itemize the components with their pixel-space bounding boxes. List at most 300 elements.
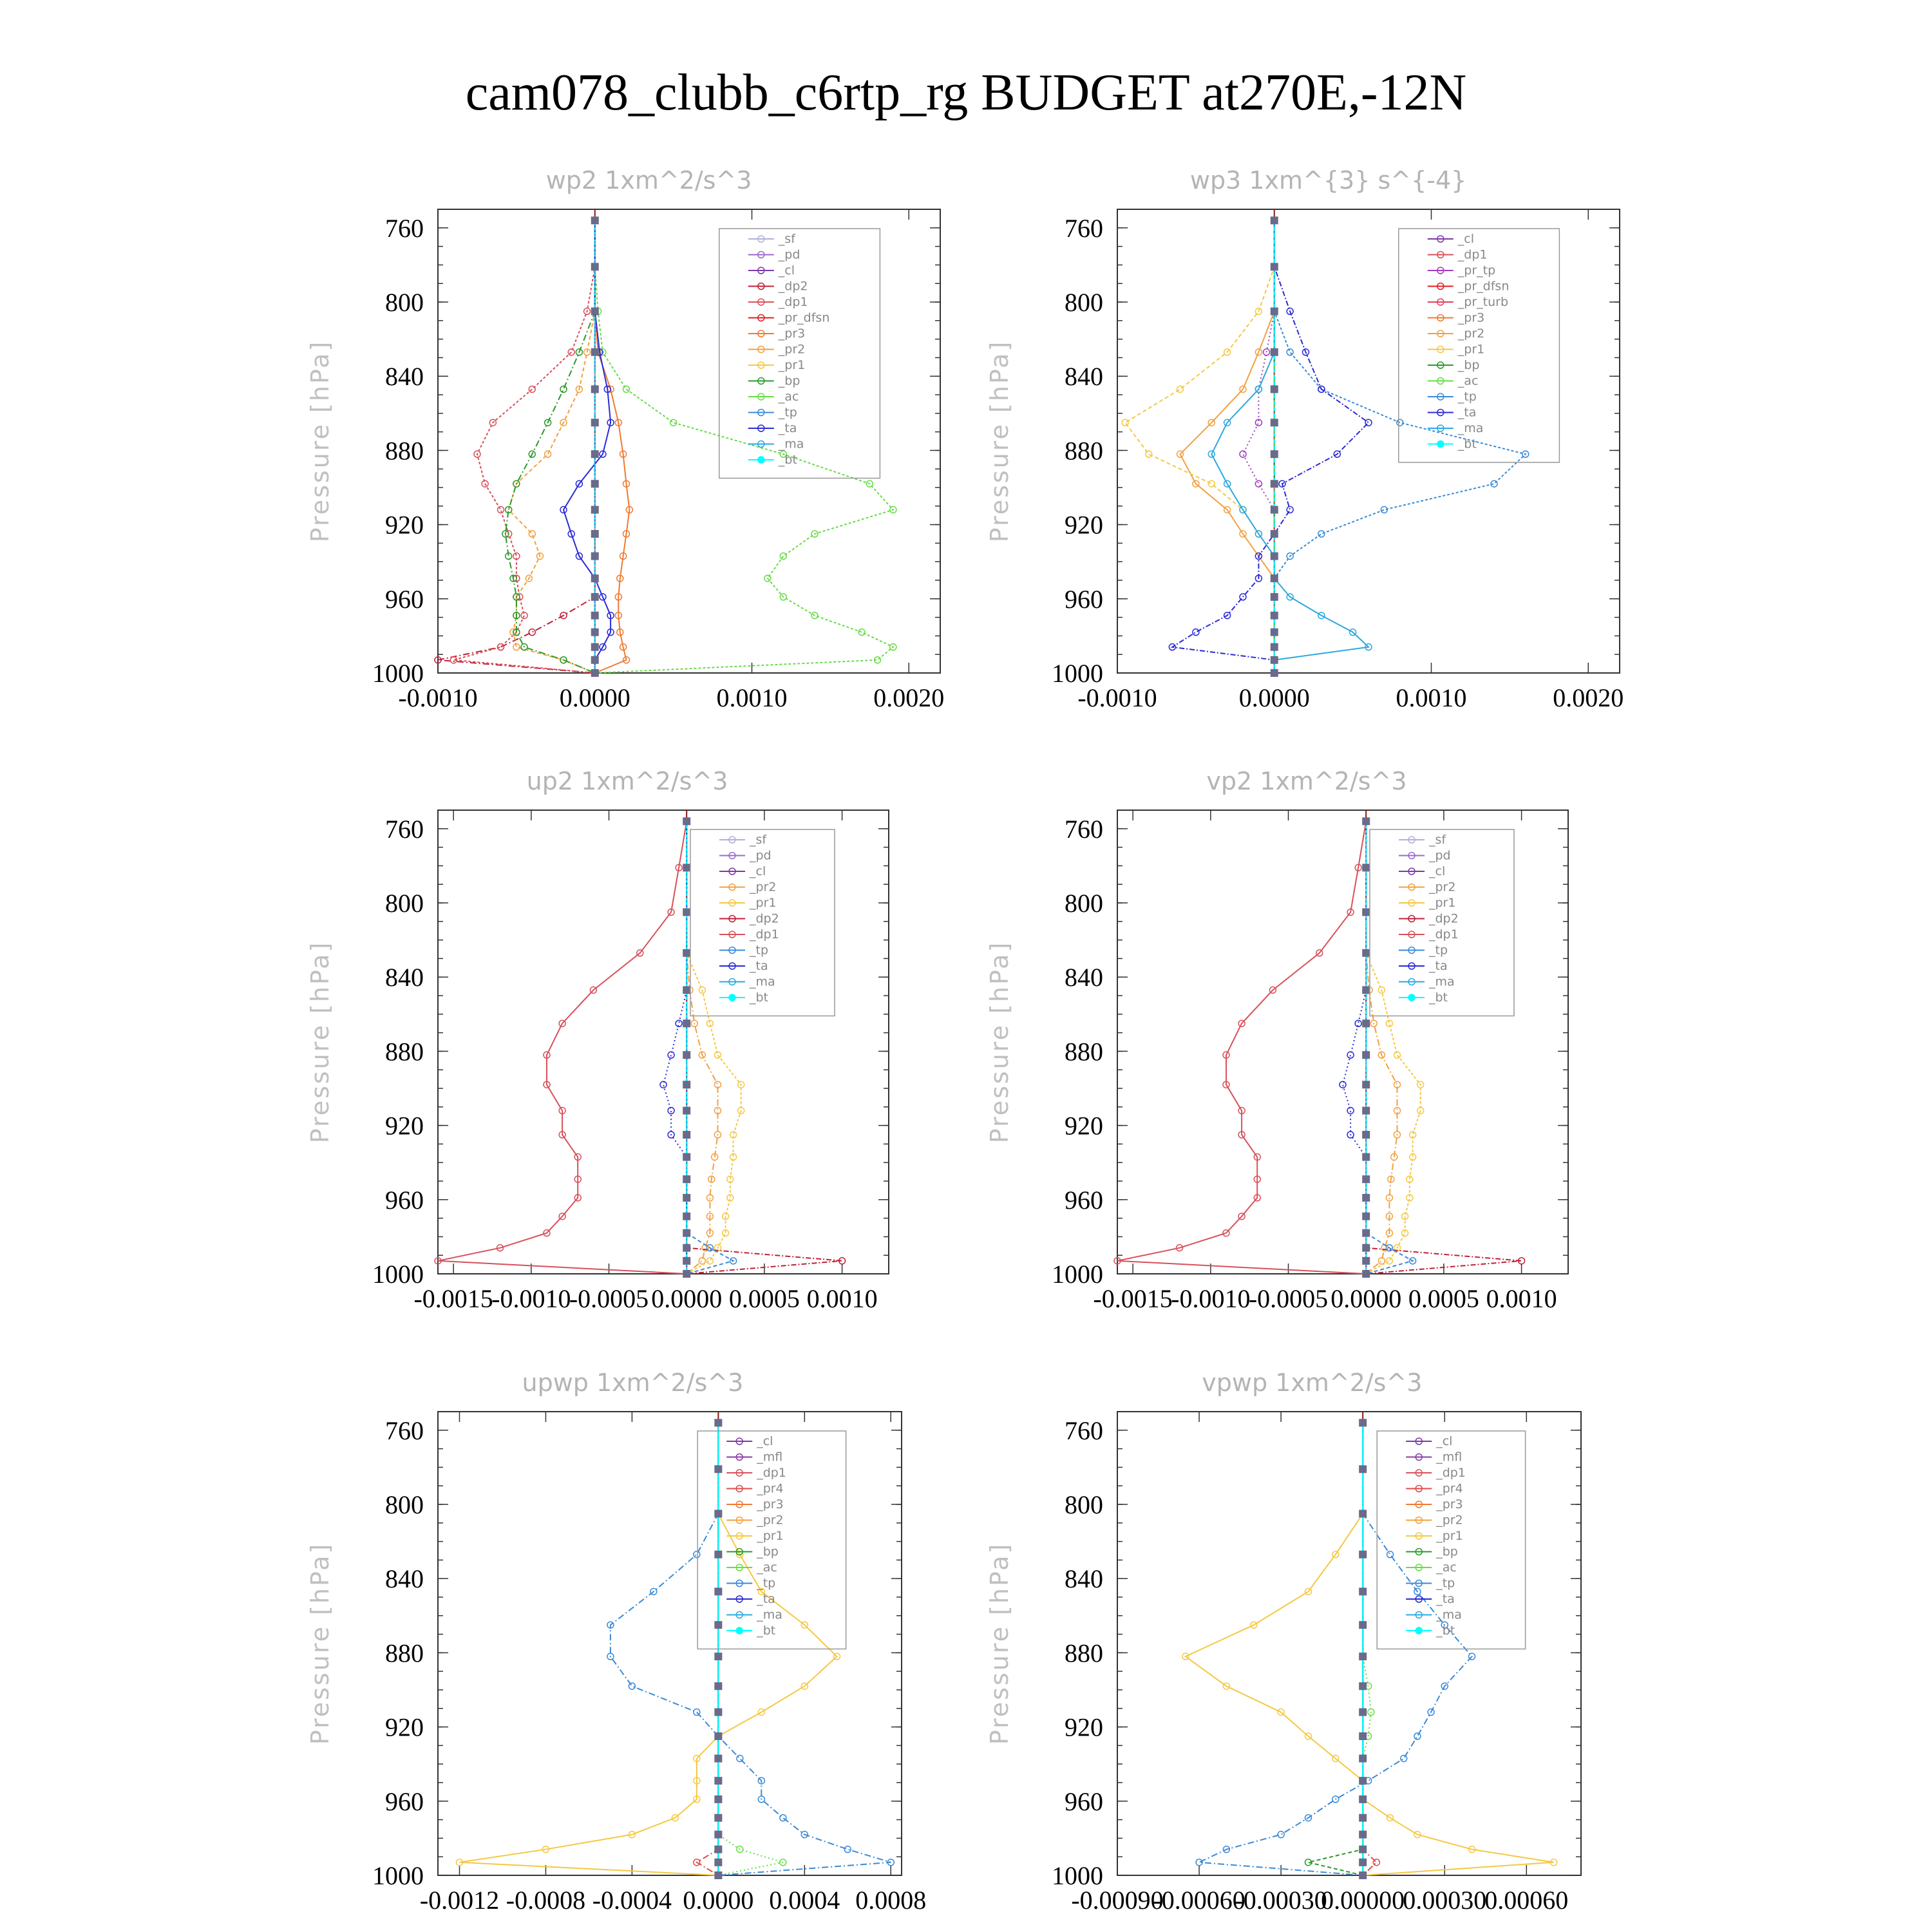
bt-marker xyxy=(683,864,690,871)
bt-marker xyxy=(1271,574,1278,582)
legend-label: _bt xyxy=(750,990,769,1005)
bt-marker xyxy=(591,629,599,636)
legend-label: _pr_tp xyxy=(1457,263,1496,278)
legend-label: _bp xyxy=(757,1544,779,1559)
legend-label: _pr1 xyxy=(1436,1529,1463,1543)
series-line-dp1 xyxy=(1117,821,1366,1274)
y-axis-label: Pressure [hPa] xyxy=(306,940,334,1144)
series-line-pr2 xyxy=(687,821,717,1274)
bt-marker xyxy=(1359,1814,1367,1822)
legend-label: _pr_dfsn xyxy=(1457,279,1510,294)
y-tick-label: 960 xyxy=(1065,584,1103,614)
legend-label: _dp1 xyxy=(757,1466,786,1480)
legend-label: _pr2 xyxy=(1429,880,1456,895)
bt-marker xyxy=(1271,669,1278,677)
bt-marker xyxy=(714,1831,722,1839)
y-tick-label: 920 xyxy=(385,1111,424,1141)
y-tick-label: 840 xyxy=(1065,362,1103,392)
bt-marker xyxy=(714,1755,722,1763)
bt-marker xyxy=(714,1709,722,1716)
data-point-bp xyxy=(560,386,567,392)
legend-label: _pr2 xyxy=(757,1513,784,1528)
data-point-ac xyxy=(780,553,786,560)
y-axis-label: Pressure [hPa] xyxy=(985,339,1014,543)
bt-marker xyxy=(1362,908,1370,916)
legend-label: _ma xyxy=(1436,1607,1462,1622)
legend-label: _pd xyxy=(778,247,800,262)
y-tick-label: 960 xyxy=(1065,1185,1103,1215)
panel-0 xyxy=(306,166,944,712)
bt-marker xyxy=(1359,1551,1367,1558)
bt-marker xyxy=(591,669,599,677)
y-tick-label: 1000 xyxy=(1052,659,1103,688)
y-tick-label: 880 xyxy=(1065,1037,1103,1066)
bt-marker xyxy=(1362,949,1370,957)
x-tick-label: -0.0005 xyxy=(569,1284,649,1313)
y-tick-label: 760 xyxy=(385,1416,424,1445)
legend-label: _pd xyxy=(750,848,772,863)
y-tick-label: 760 xyxy=(385,213,424,243)
data-point-pr2 xyxy=(545,451,551,457)
data-point-tp xyxy=(1318,531,1325,537)
panel-4 xyxy=(306,1368,926,1915)
x-tick-label: 0.0000 xyxy=(1331,1284,1402,1313)
bt-marker xyxy=(683,1175,690,1183)
legend-label: _ma xyxy=(778,437,804,451)
legend-label: _cl xyxy=(1457,232,1475,246)
bt-marker xyxy=(1359,1465,1367,1473)
series-line-pr1 xyxy=(687,821,741,1274)
legend-label: _pr1 xyxy=(1457,342,1485,357)
bt-marker xyxy=(714,1465,722,1473)
legend-label: _pr3 xyxy=(1436,1497,1463,1511)
bt-marker xyxy=(683,1153,690,1161)
legend-marker xyxy=(1408,994,1415,1001)
y-tick-label: 760 xyxy=(1065,1416,1103,1445)
bt-marker xyxy=(1362,1153,1370,1161)
bt-marker xyxy=(683,949,690,957)
legend-label: _ac xyxy=(1457,374,1479,388)
data-point-dp2 xyxy=(529,629,535,636)
bt-marker xyxy=(1362,864,1370,871)
data-point-tp xyxy=(694,1551,700,1558)
legend-label: _cl xyxy=(778,263,795,278)
legend-marker xyxy=(1437,441,1444,448)
legend-label: _pr2 xyxy=(778,342,806,357)
bt-marker xyxy=(714,1814,722,1822)
data-point-ta xyxy=(1365,419,1372,426)
bt-marker xyxy=(1271,506,1278,514)
legend-label: _pr4 xyxy=(757,1481,784,1496)
data-point-pr2 xyxy=(1386,1195,1392,1201)
legend-label: _ta xyxy=(1457,405,1477,420)
x-tick-label: 0.00030 xyxy=(1403,1886,1487,1915)
x-tick-label: -0.0010 xyxy=(491,1284,571,1313)
y-tick-label: 800 xyxy=(1065,288,1103,317)
x-tick-label: 0.0005 xyxy=(728,1284,800,1313)
x-tick-label: 0.0000 xyxy=(651,1284,723,1313)
y-tick-label: 760 xyxy=(1065,814,1103,844)
legend-label: _tp xyxy=(757,1576,776,1591)
x-tick-label: 0.0008 xyxy=(855,1886,927,1915)
bt-marker xyxy=(714,1732,722,1740)
series-line-pr3 xyxy=(595,220,630,673)
data-point-ta xyxy=(1347,1052,1354,1058)
bt-marker xyxy=(1271,216,1278,224)
data-point-ta xyxy=(1193,629,1199,636)
x-tick-label: -0.0015 xyxy=(1093,1284,1173,1313)
legend-label: _cl xyxy=(750,864,766,878)
bt-marker xyxy=(714,1621,722,1629)
data-point-pr1 xyxy=(1177,386,1184,392)
legend-label: _bt xyxy=(757,1624,776,1638)
legend-label: _ma xyxy=(1457,421,1484,435)
legend-label: _bt xyxy=(1436,1624,1455,1638)
y-tick-label: 760 xyxy=(385,814,424,844)
legend-label: _pr3 xyxy=(1457,310,1485,325)
x-tick-label: 0.0020 xyxy=(873,683,945,712)
x-tick-label: -0.0010 xyxy=(1171,1284,1251,1313)
bt-marker xyxy=(591,216,599,224)
series-line-dp1 xyxy=(438,821,687,1274)
x-tick-label: -0.00030 xyxy=(1235,1886,1327,1915)
data-point-pr2 xyxy=(529,531,535,537)
x-tick-label: 0.0010 xyxy=(1486,1284,1557,1313)
y-tick-label: 880 xyxy=(385,436,424,466)
bt-marker xyxy=(1271,480,1278,488)
y-tick-label: 760 xyxy=(1065,213,1103,243)
panels xyxy=(306,166,1624,1915)
bt-marker xyxy=(714,1587,722,1595)
data-point-tp xyxy=(1414,1733,1421,1739)
bt-marker xyxy=(714,1419,722,1426)
x-tick-label: -0.0010 xyxy=(1077,683,1157,712)
y-tick-label: 880 xyxy=(1065,1638,1103,1668)
bt-marker xyxy=(1359,1846,1367,1853)
panel-title: upwp 1xm^2/s^3 xyxy=(522,1368,744,1397)
legend-marker xyxy=(729,994,735,1001)
bt-marker xyxy=(591,385,599,393)
legend-label: _tp xyxy=(1457,390,1477,404)
bt-marker xyxy=(714,1871,722,1879)
x-tick-label: -0.00090 xyxy=(1071,1886,1164,1915)
bt-marker xyxy=(1362,1194,1370,1202)
legend-label: _tp xyxy=(778,405,797,420)
y-tick-label: 960 xyxy=(385,1185,424,1215)
legend-label: _pr2 xyxy=(1436,1513,1463,1528)
data-point-pr2 xyxy=(706,1195,713,1201)
legend-label: _dp2 xyxy=(778,279,808,294)
legend-label: _ma xyxy=(757,1607,782,1622)
data-point-pr_tp xyxy=(1240,451,1246,457)
legend-label: _ta xyxy=(778,421,797,435)
data-point-pr1 xyxy=(1146,451,1152,457)
bt-marker xyxy=(591,480,599,488)
bt-marker xyxy=(714,1682,722,1690)
data-point-tp xyxy=(1387,1551,1394,1558)
y-tick-label: 1000 xyxy=(372,659,424,688)
bt-marker xyxy=(683,1257,690,1265)
bt-marker xyxy=(591,506,599,514)
legend-label: _bp xyxy=(778,374,800,388)
bt-marker xyxy=(1271,629,1278,636)
data-point-ac xyxy=(737,1846,743,1853)
bt-marker xyxy=(683,1213,690,1220)
y-axis-label: Pressure [hPa] xyxy=(985,1542,1014,1745)
bt-marker xyxy=(683,817,690,825)
x-tick-label: 0.0010 xyxy=(806,1284,878,1313)
bt-marker xyxy=(1362,1244,1370,1252)
legend-label: _pr1 xyxy=(750,896,777,910)
bt-marker xyxy=(1362,1175,1370,1183)
series-line-pr1 xyxy=(1125,220,1274,673)
y-tick-label: 920 xyxy=(1065,510,1103,540)
plot-frame xyxy=(438,209,940,673)
panel-1 xyxy=(985,166,1624,712)
bt-marker xyxy=(1271,656,1278,664)
y-tick-label: 840 xyxy=(1065,1564,1103,1594)
legend-label: _ac xyxy=(1436,1560,1457,1575)
data-point-tp xyxy=(737,1756,743,1762)
legend-label: _bt xyxy=(1429,990,1448,1005)
series-line-ac xyxy=(595,220,893,673)
series-line-pr_tp xyxy=(1243,220,1274,673)
x-tick-label: 0.0000 xyxy=(683,1886,754,1915)
bt-marker xyxy=(1271,263,1278,270)
bt-marker xyxy=(1271,593,1278,601)
y-tick-label: 800 xyxy=(1065,889,1103,918)
x-tick-label: -0.0010 xyxy=(398,683,478,712)
x-tick-label: 0.0005 xyxy=(1408,1284,1479,1313)
bt-marker xyxy=(1362,1213,1370,1220)
bt-marker xyxy=(591,643,599,651)
bt-marker xyxy=(1362,817,1370,825)
bt-marker xyxy=(683,1131,690,1139)
bt-marker xyxy=(714,1653,722,1660)
legend-marker xyxy=(758,457,764,463)
legend-label: _sf xyxy=(778,232,795,246)
series-line-ac xyxy=(1363,1423,1371,1875)
data-point-dp1 xyxy=(498,507,504,513)
y-tick-label: 1000 xyxy=(372,1260,424,1289)
plot-frame xyxy=(1117,1412,1581,1875)
legend-label: _dp1 xyxy=(1457,247,1488,262)
plot-frame xyxy=(1117,810,1568,1274)
panel-title: up2 1xm^2/s^3 xyxy=(526,767,728,795)
y-tick-label: 1000 xyxy=(1052,1861,1103,1890)
y-tick-label: 920 xyxy=(385,510,424,540)
series-line-dp1 xyxy=(453,220,594,673)
data-point-pr1 xyxy=(1386,1258,1392,1264)
legend-label: _dp2 xyxy=(1429,911,1459,926)
y-tick-label: 960 xyxy=(1065,1786,1103,1816)
y-tick-label: 840 xyxy=(1065,963,1103,992)
bt-marker xyxy=(1359,1682,1367,1690)
x-tick-label: -0.0012 xyxy=(419,1886,500,1915)
bt-marker xyxy=(1359,1795,1367,1803)
bt-marker xyxy=(591,656,599,664)
bt-marker xyxy=(1359,1871,1367,1879)
legend-label: _dp1 xyxy=(750,927,779,942)
x-tick-label: 0.0000 xyxy=(559,683,630,712)
y-tick-label: 840 xyxy=(385,1564,424,1594)
legend-marker xyxy=(736,1627,743,1634)
bt-marker xyxy=(591,612,599,620)
bt-marker xyxy=(1359,1859,1367,1866)
bt-marker xyxy=(714,1777,722,1785)
series-line-bp xyxy=(1309,1423,1363,1875)
y-axis-label: Pressure [hPa] xyxy=(306,1542,334,1745)
bt-marker xyxy=(591,553,599,560)
data-point-ta xyxy=(668,1052,674,1058)
bt-marker xyxy=(1271,530,1278,538)
data-point-tp xyxy=(694,1709,700,1716)
legend-label: _mfl xyxy=(757,1450,783,1464)
legend-label: _ta xyxy=(1429,959,1448,973)
legend-label: _ac xyxy=(778,390,799,404)
figure-title: cam078_clubb_c6rtp_rg BUDGET at270E,-12N xyxy=(465,64,1467,121)
data-point-pr4 xyxy=(1373,1859,1379,1866)
bt-marker xyxy=(1359,1621,1367,1629)
series-line-ta xyxy=(564,220,611,673)
bt-marker xyxy=(1362,1019,1370,1027)
data-point-pr_tp xyxy=(1255,480,1262,487)
x-tick-label: 0.00000 xyxy=(1321,1886,1405,1915)
bt-marker xyxy=(591,307,599,315)
bt-marker xyxy=(683,1107,690,1115)
bt-marker xyxy=(591,593,599,601)
y-tick-label: 800 xyxy=(1065,1490,1103,1519)
x-tick-label: -0.00060 xyxy=(1153,1886,1245,1915)
bt-marker xyxy=(1362,1051,1370,1059)
bt-marker xyxy=(714,1846,722,1853)
legend-label: _tp xyxy=(750,943,769,958)
data-point-tp xyxy=(780,1815,786,1821)
bt-marker xyxy=(591,419,599,426)
bt-marker xyxy=(1359,1587,1367,1595)
y-tick-label: 840 xyxy=(385,963,424,992)
y-tick-label: 960 xyxy=(385,1786,424,1816)
legend-label: _ac xyxy=(757,1560,777,1575)
x-tick-label: 0.00060 xyxy=(1484,1886,1569,1915)
panel-title: vpwp 1xm^2/s^3 xyxy=(1202,1368,1423,1397)
legend-label: _mfl xyxy=(1436,1450,1463,1464)
bt-marker xyxy=(1362,1257,1370,1265)
y-tick-label: 800 xyxy=(385,1490,424,1519)
bt-marker xyxy=(1362,1107,1370,1115)
bt-marker xyxy=(714,1859,722,1866)
legend-label: _bt xyxy=(778,453,797,467)
data-point-ac xyxy=(858,629,865,636)
bt-marker xyxy=(714,1510,722,1517)
legend-label: _cl xyxy=(1429,864,1446,878)
bt-marker xyxy=(1359,1709,1367,1716)
y-tick-label: 880 xyxy=(385,1638,424,1668)
panel-title: wp2 1xm^2/s^3 xyxy=(545,166,752,194)
legend-label: _dp1 xyxy=(1429,927,1459,942)
bt-marker xyxy=(1271,385,1278,393)
bt-marker xyxy=(1359,1510,1367,1517)
bt-marker xyxy=(1359,1755,1367,1763)
y-tick-label: 920 xyxy=(1065,1111,1103,1141)
data-point-ta xyxy=(1287,507,1293,513)
legend-label: _ma xyxy=(1429,974,1455,989)
data-point-tp xyxy=(629,1683,635,1689)
bt-marker xyxy=(1271,348,1278,356)
panel-3 xyxy=(985,767,1568,1313)
bt-marker xyxy=(591,530,599,538)
y-tick-label: 920 xyxy=(1065,1712,1103,1742)
bt-marker xyxy=(1359,1831,1367,1839)
x-tick-label: -0.0008 xyxy=(506,1886,586,1915)
y-tick-label: 880 xyxy=(385,1037,424,1066)
y-tick-label: 960 xyxy=(385,584,424,614)
bt-marker xyxy=(591,348,599,356)
bt-marker xyxy=(1362,986,1370,994)
x-tick-label: 0.0020 xyxy=(1553,683,1624,712)
legend-label: _pr_turb xyxy=(1457,295,1509,309)
legend-label: _pr4 xyxy=(1436,1481,1463,1496)
legend-label: _ta xyxy=(750,959,768,973)
data-point-pr1 xyxy=(1122,419,1128,426)
bt-marker xyxy=(591,263,599,270)
legend-label: _cl xyxy=(757,1434,773,1448)
y-tick-label: 880 xyxy=(1065,436,1103,466)
bt-marker xyxy=(714,1795,722,1803)
bt-marker xyxy=(683,986,690,994)
bt-marker xyxy=(1271,307,1278,315)
data-point-tp xyxy=(1278,1832,1284,1838)
legend-label: _cl xyxy=(1436,1434,1453,1448)
y-tick-label: 800 xyxy=(385,288,424,317)
legend-label: _pd xyxy=(1429,848,1451,863)
bt-marker xyxy=(591,574,599,582)
y-axis-label: Pressure [hPa] xyxy=(985,940,1014,1144)
x-tick-label: 0.0010 xyxy=(1396,683,1467,712)
bt-marker xyxy=(683,1081,690,1088)
legend-label: _ta xyxy=(1436,1592,1455,1606)
x-tick-label: 0.0010 xyxy=(716,683,788,712)
x-tick-label: 0.0004 xyxy=(769,1886,840,1915)
data-point-tp xyxy=(1287,349,1293,355)
panel-title: wp3 1xm^{3} s^{-4} xyxy=(1189,166,1467,194)
y-axis-label: Pressure [hPa] xyxy=(306,339,334,543)
bt-marker xyxy=(1271,612,1278,620)
data-point-pr1 xyxy=(706,1258,713,1264)
legend-label: _pr3 xyxy=(757,1497,784,1511)
bt-marker xyxy=(683,1019,690,1027)
bt-marker xyxy=(1362,1270,1370,1278)
series-line-pr1 xyxy=(1366,821,1421,1274)
bt-marker xyxy=(683,1270,690,1278)
bt-marker xyxy=(683,1051,690,1059)
legend-label: _bt xyxy=(1457,437,1477,451)
plot-frame xyxy=(438,1412,902,1875)
legend-label: _dp1 xyxy=(778,295,808,309)
panel-title: vp2 1xm^2/s^3 xyxy=(1206,767,1407,795)
bt-marker xyxy=(1359,1419,1367,1426)
x-tick-label: 0.0000 xyxy=(1238,683,1310,712)
bt-marker xyxy=(1359,1777,1367,1785)
legend-label: _pr1 xyxy=(778,358,806,372)
bt-marker xyxy=(591,450,599,458)
panel-5 xyxy=(985,1368,1581,1915)
x-tick-label: -0.0004 xyxy=(592,1886,672,1915)
legend-label: _sf xyxy=(1429,833,1446,847)
bt-marker xyxy=(683,1194,690,1202)
legend-label: _tp xyxy=(1436,1576,1455,1591)
bt-marker xyxy=(683,1244,690,1252)
